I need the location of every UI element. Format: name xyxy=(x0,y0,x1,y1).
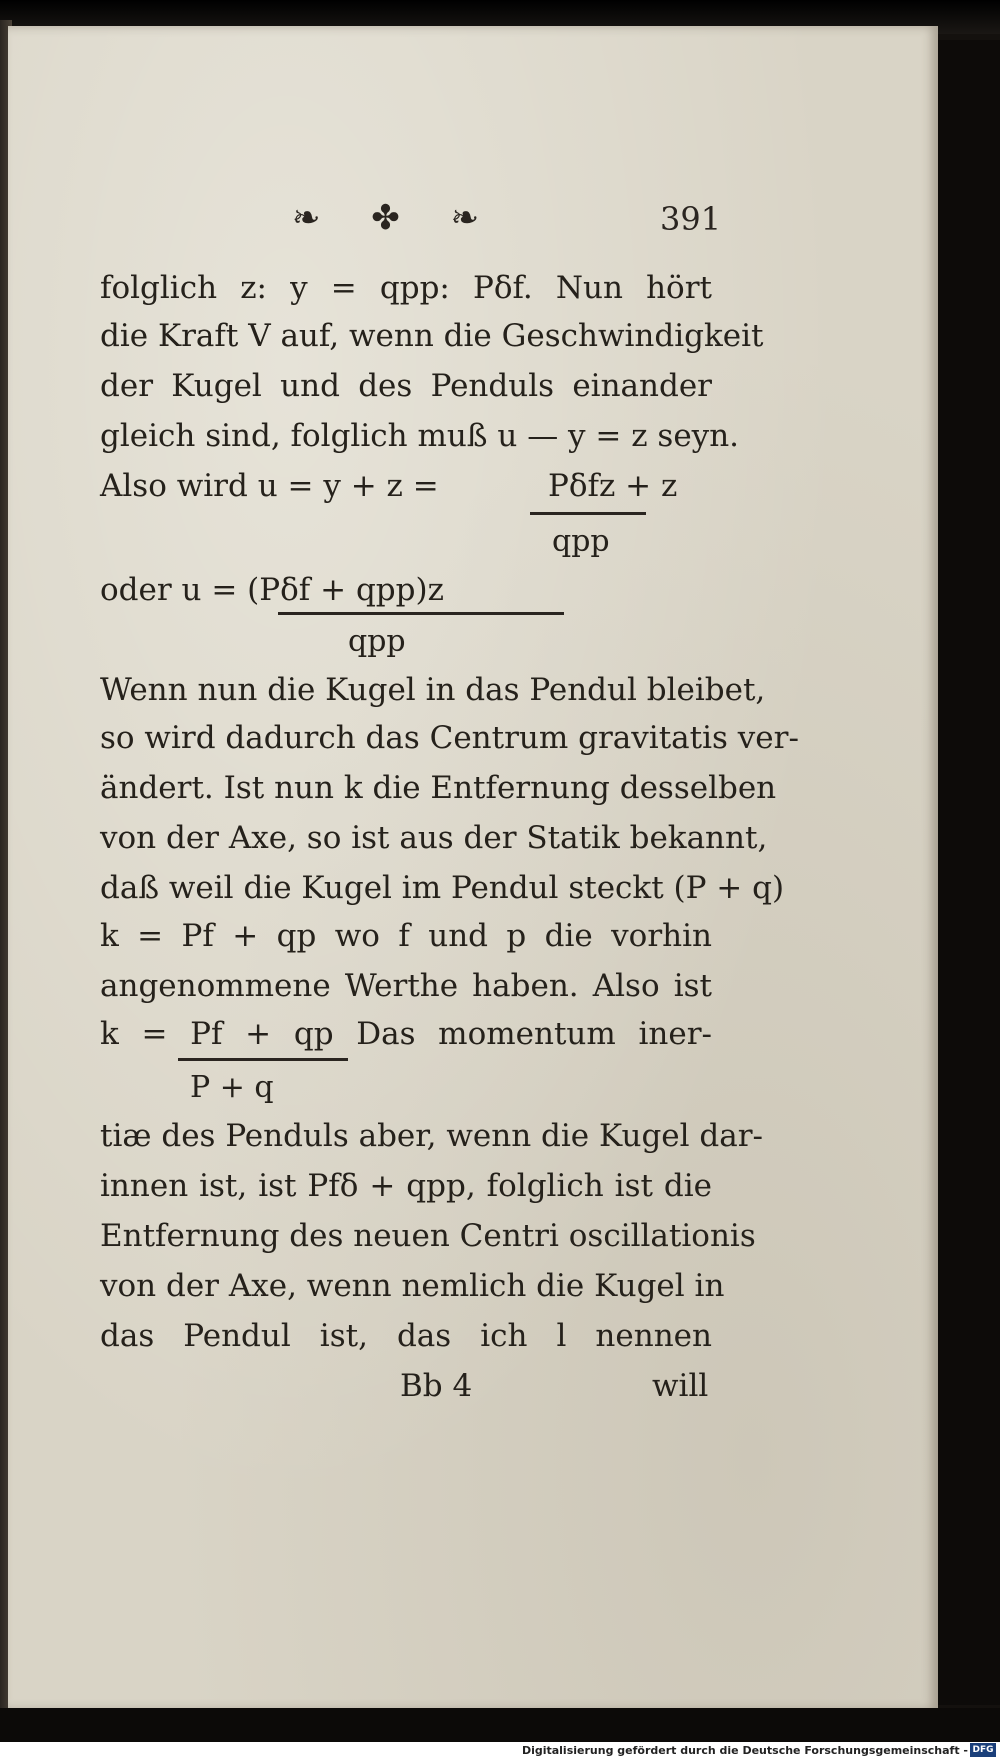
fraction-2-denominator: qpp xyxy=(348,624,406,659)
page-number: 391 xyxy=(660,200,722,238)
signature-mark: Bb 4 xyxy=(400,1368,473,1404)
text-line-2: die Kraft V auf, wenn die Geschwindigkeit xyxy=(100,318,764,354)
text-line-12: k = Pf + qp wo f und p die vorhin xyxy=(100,918,712,954)
text-line-16: innen ist, ist Pfδ + qpp, folglich ist die xyxy=(100,1168,712,1204)
text-line-3: der Kugel und des Penduls einander xyxy=(100,368,712,404)
scan-bottom-border xyxy=(0,1708,1000,1742)
text-line-11: daß weil die Kugel im Pendul steckt (P + q) xyxy=(100,870,785,906)
text-line-17: Entfernung des neuen Centri oscillationis xyxy=(100,1218,756,1254)
text-line-14: k = Pf + qp Das momentum iner- xyxy=(100,1016,712,1052)
scan-right-border xyxy=(936,40,1000,1705)
text-line-1: folglich z: y = qpp: Pδf. Nun hört xyxy=(100,270,712,306)
text-line-15: tiæ des Penduls aber, wenn die Kugel dar- xyxy=(100,1118,764,1154)
fraction-3-bar xyxy=(178,1058,348,1061)
text-line-9: ändert. Ist nun k die Entfernung desselben xyxy=(100,770,777,806)
footer-credit: Digitalisierung gefördert durch die Deutsche Forschungsgemeinschaft - xyxy=(521,1744,968,1757)
text-line-13: angenommene Werthe haben. Also ist xyxy=(100,968,712,1004)
fraction-1-denominator: qpp xyxy=(552,524,610,559)
header-ornament: ❧ ✤ ❧ xyxy=(292,198,500,238)
text-line-7: Wenn nun die Kugel in das Pendul bleibet, xyxy=(100,672,766,708)
fraction-1-numerator: Pδfz + z xyxy=(548,468,678,504)
text-line-18: von der Axe, wenn nemlich die Kugel in xyxy=(100,1268,725,1304)
dfg-logo: DFG xyxy=(970,1743,996,1757)
text-line-10: von der Axe, so ist aus der Statik bekannt, xyxy=(100,820,768,856)
catchword: will xyxy=(652,1368,709,1404)
text-line-5: Also wird u = y + z = xyxy=(100,468,439,504)
text-line-4: gleich sind, folglich muß u — y = z seyn. xyxy=(100,418,740,454)
fraction-3-denominator: P + q xyxy=(190,1070,274,1105)
text-line-8: so wird dadurch das Centrum gravitatis ver- xyxy=(100,720,799,756)
fraction-1-bar xyxy=(530,512,646,515)
text-line-19: das Pendul ist, das ich l nennen xyxy=(100,1318,712,1354)
fraction-2-bar xyxy=(278,612,564,615)
text-line-6: oder u = (Pδf + qpp)z xyxy=(100,572,444,608)
